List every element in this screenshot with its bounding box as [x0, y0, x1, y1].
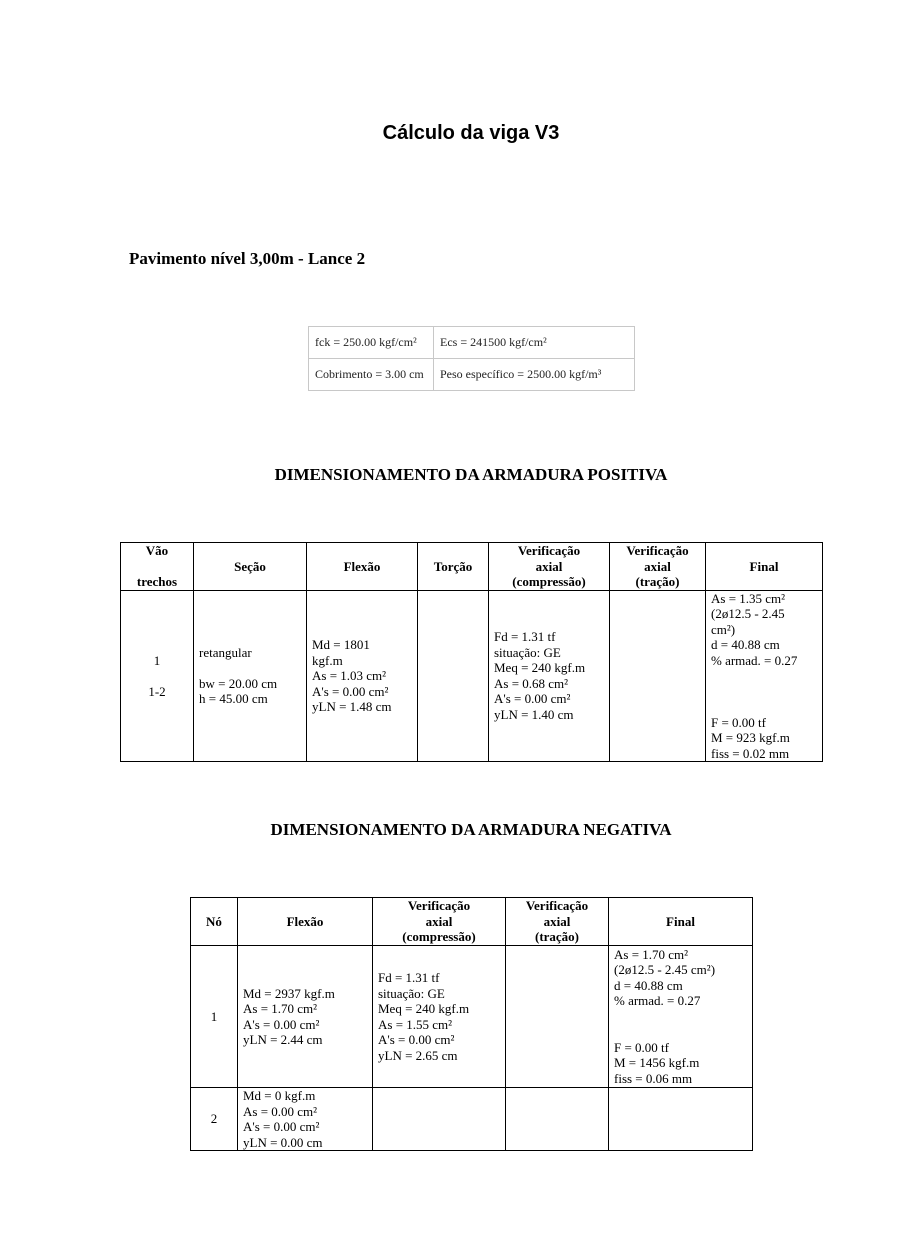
cell-secao: retangular bw = 20.00 cm h = 45.00 cm: [194, 590, 307, 762]
page-title: Cálculo da viga V3: [382, 122, 560, 144]
cell-tracao: [610, 590, 706, 762]
header-no: Nó: [191, 898, 238, 946]
cell-final: [609, 1088, 753, 1151]
negative-heading: DIMENSIONAMENTO DA ARMADURA NEGATIVA: [270, 820, 672, 839]
negative-header-row: [191, 898, 753, 946]
header-compressao: Verificação axial (compressão): [373, 898, 506, 946]
header-secao: Seção: [194, 543, 307, 591]
parameters-table: [308, 326, 635, 391]
positive-heading: DIMENSIONAMENTO DA ARMADURA POSITIVA: [274, 465, 668, 484]
header-flexao: Flexão: [238, 898, 373, 946]
header-torcao: Torção: [418, 543, 489, 591]
cell-vao: 1 1-2: [121, 590, 194, 762]
cell-flexao: Md = 2937 kgf.m As = 1.70 cm² A's = 0.00 cm² yLN = 2.44 cm: [238, 946, 373, 1088]
positive-table: [120, 542, 823, 762]
cell-tracao: [506, 946, 609, 1088]
header-flexao: Flexão: [307, 543, 418, 591]
param-ecs: Ecs = 241500 kgf/cm²: [434, 327, 635, 359]
table-row: [191, 946, 753, 1088]
header-compressao: Verificação axial (compressão): [489, 543, 610, 591]
param-fck: fck = 250.00 kgf/cm²: [309, 327, 434, 359]
param-peso: Peso específico = 2500.00 kgf/m³: [434, 359, 635, 391]
header-vao: Vão trechos: [121, 543, 194, 591]
cell-flexao: Md = 0 kgf.m As = 0.00 cm² A's = 0.00 cm² yLN = 0.00 cm: [238, 1088, 373, 1151]
cell-tracao: [506, 1088, 609, 1151]
floor-subtitle: Pavimento nível 3,00m - Lance 2: [129, 249, 366, 268]
header-final: Final: [609, 898, 753, 946]
cell-compressao: [373, 1088, 506, 1151]
cell-torcao: [418, 590, 489, 762]
cell-no: 1: [191, 946, 238, 1088]
cell-compressao: Fd = 1.31 tf situação: GE Meq = 240 kgf.m As = 0.68 cm² A's = 0.00 cm² yLN = 1.40 cm: [489, 590, 610, 762]
header-tracao: Verificação axial (tração): [506, 898, 609, 946]
param-cobrimento: Cobrimento = 3.00 cm: [309, 359, 434, 391]
negative-table: [190, 897, 753, 1151]
cell-no: 2: [191, 1088, 238, 1151]
cell-final: As = 1.70 cm² (2ø12.5 - 2.45 cm²) d = 40.88 cm % armad. = 0.27 F = 0.00 tf M = 1456 kgf.m fiss = 0.06 mm: [609, 946, 753, 1088]
header-tracao: Verificação axial (tração): [610, 543, 706, 591]
table-row: [121, 590, 823, 762]
cell-compressao: Fd = 1.31 tf situação: GE Meq = 240 kgf.m As = 1.55 cm² A's = 0.00 cm² yLN = 2.65 cm: [373, 946, 506, 1088]
cell-final: As = 1.35 cm² (2ø12.5 - 2.45 cm²) d = 40.88 cm % armad. = 0.27 F = 0.00 tf M = 923 kgf.m fiss = 0.02 mm: [706, 590, 823, 762]
positive-header-row: [121, 543, 823, 591]
cell-flexao: Md = 1801 kgf.m As = 1.03 cm² A's = 0.00 cm² yLN = 1.48 cm: [307, 590, 418, 762]
header-final: Final: [706, 543, 823, 591]
table-row: [191, 1088, 753, 1151]
